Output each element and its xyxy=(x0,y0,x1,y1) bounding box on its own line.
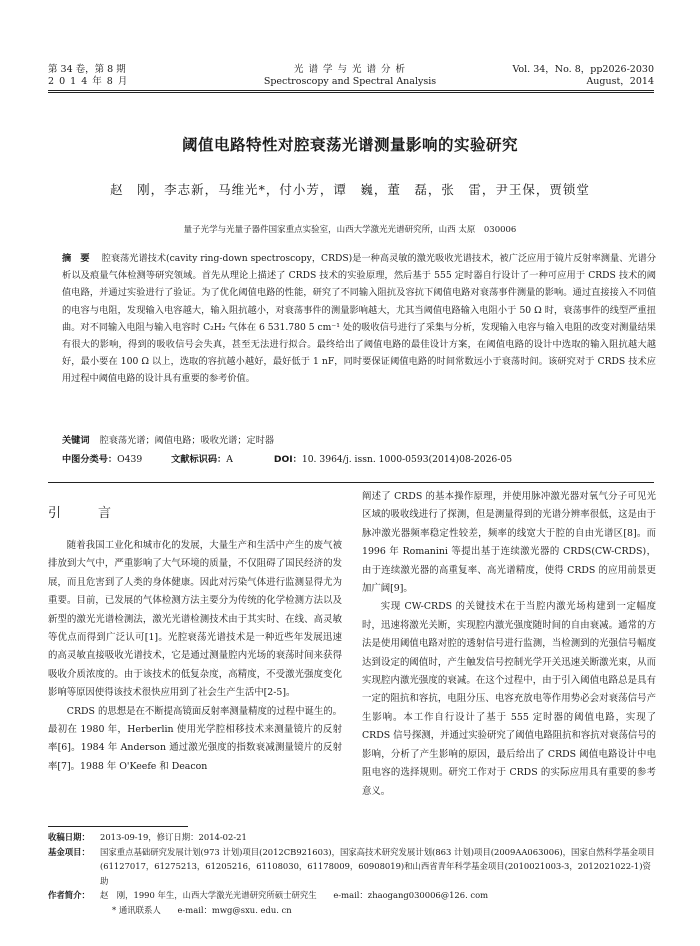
clc-value: O439 xyxy=(117,454,143,465)
doc-code-value: A xyxy=(226,454,233,465)
journal-volume-pages: Vol. 34，No. 8，pp2026-2030 xyxy=(512,64,654,75)
received-date xyxy=(48,830,658,845)
author-list: 赵 刚，李志新，马维光*，付小芳，谭 巍，董 磊，张 雷，尹王保，贾锁堂 xyxy=(110,182,590,197)
journal-date: 2 0 1 4 年 8 月 xyxy=(48,76,129,87)
doi-label: DOI： xyxy=(273,454,302,465)
header-rule-thin xyxy=(48,92,654,93)
footnotes xyxy=(48,830,658,917)
right-column xyxy=(362,488,656,801)
received-text: 2013-09-19，修订日期：2014-02-21 xyxy=(100,832,247,842)
keywords-text: 腔衰荡光谱；阈值电路；吸收光谱；定时器 xyxy=(99,435,275,446)
author-bio xyxy=(48,888,658,903)
header-rule xyxy=(48,90,654,91)
journal-volume: 第 34 卷，第 8 期 xyxy=(48,64,126,75)
author-bio-text: 赵 刚，1990 年生，山西大学激光光谱研究所硕士研究生 e-mail：zhaogang030006@126. com xyxy=(100,890,489,900)
fund-info xyxy=(48,845,658,889)
paper-title: 阈值电路特性对腔衰荡光谱测量影响的实验研究 xyxy=(181,136,518,154)
abstract-label: 摘 要 xyxy=(62,253,90,264)
doi-value: 10. 3964/j. issn. 1000-0593(2014)08-2026-05 xyxy=(301,454,513,465)
affiliation: 量子光学与光量子器件国家重点实验室，山西大学激光光谱研究所，山西 太原 030006 xyxy=(183,225,517,235)
classification-line xyxy=(62,454,662,466)
intro-paragraph-1: 随着我国工业化和城市化的发展，大量生产和生活中产生的废气被排放到大气中，严重影响了大气环境的质量，不仅阻碍了国民经济的发展，而且危害到了人类的身体健康。因此对污染气体进行监测显得尤为重要。目前，已发展的气体检测方法主要分为传统的化学检测方法以及新型的激光光谱检测法，激光光谱检测技术由于其实时、在线、高灵敏等优点而得到广泛认可[1]。光腔衰荡光谱技术是一种近些年发展迅速的高灵敏直接吸收光谱技术，它是通过测量腔内光场的衰荡时间来获得吸收介质浓度的。由于该技术的低复杂度，高精度，不受激光强度变化影响等原因使得该技术很快应用到了社会生产生活中[2-5]。 xyxy=(48,540,342,699)
intro-paragraph-3: 阐述了 CRDS 的基本操作原理，并使用脉冲激光器对氧气分子可见光区域的吸收线进行了探测，但是测量得到的光谱分辨率很低，这是由于脉冲激光器频率稳定性较差，频率的线宽大于腔的自由光谱区[8]。而 1996 年 Romanini 等提出基于连续激光器的 CRDS(CW-CRDS)，由于连续激光器的高重复率、高光谱精度，使得 CRDS 的应用前景更加广阔[9]。 xyxy=(362,491,656,595)
section-heading-introduction: 引 言 xyxy=(48,506,124,521)
journal-month-year: August，2014 xyxy=(586,76,654,87)
corresponding-author xyxy=(48,903,658,918)
abstract-text: 腔衰荡光谱技术(cavity ring-down spectroscopy，CRDS)是一种高灵敏的激光吸收光谱技术，被广泛应用于镜片反射率测量、光谱分析以及痕量气体检测等研究领域。首先从理论上描述了 CRDS 技术的实验原理，然后基于 555 定时器自行设计了一种可应用于 CRDS 技术的阈值电路，并通过实验进行了验证。为了优化阈值电路的性能，研究了不同输入阻抗及容抗下阈值电路对衰荡事件测量的影响。通过直接接入不同值的电容与电阻，发现输入电容越大，输入阻抗越小，对衰荡事件的测量影响越大，尤其当阈值电路输入电阻小于 50 Ω 时，衰荡事件的线型严重扭曲。对不同输入电阻与输入电容时 C₂H₂ 气体在 6 531.780 5 cm⁻¹ 处的吸收信号进行了采集与分析，发现输入电容与输入电阻的改变对测量结果有很大的影响，得到的吸收信号会失真，甚至无法进行拟合。最终给出了阈值电路的最佳设计方案，在阈值电路的设计中选取的输入阻抗越大越好，最小要在 100 Ω 以上，选取的容抗越小越好，最好低于 1 nF，同时要保证阈值电路的时间常数远小于衰荡时间。该研究对于 CRDS 技术应用过程中阈值电路的设计具有重要的参考价值。 xyxy=(62,253,657,385)
author-bio-label: 作者简介： xyxy=(48,890,90,900)
doc-code-label: 文献标识码： xyxy=(171,454,227,465)
footnote-rule xyxy=(48,826,188,827)
keywords xyxy=(62,435,274,447)
intro-paragraph-2: CRDS 的思想是在不断提高镜面反射率测量精度的过程中诞生的。最初在 1980 年，Herberlin 使用光学腔相移技术来测量镜片的反射率[6]。1984 年 Anderson 通过激光强度的指数衰减测量镜片的反射率[7]。1988 年 O'Keefe 和 Deacon xyxy=(48,705,342,772)
left-column xyxy=(48,537,342,776)
journal-name-cn: 光 谱 学 与 光 谱 分 析 xyxy=(293,64,407,75)
clc-label: 中图分类号： xyxy=(62,454,118,465)
journal-name-en: Spectroscopy and Spectral Analysis xyxy=(263,76,437,87)
corresponding-text: * 通讯联系人 e-mail：mwg@sxu. edu. cn xyxy=(112,904,292,915)
fund-label: 基金项目： xyxy=(48,846,90,857)
abstract xyxy=(62,250,656,388)
intro-paragraph-4: 实现 CW-CRDS 的关键技术在于当腔内激光场构建到一定幅度时，迅速将激光关断，实现腔内激光强度随时间的自由衰减。通常的方法是使用阈值电路对腔的透射信号进行监测，当检测到的光强信号幅度达到设定的阈值时，产生触发信号控制光学开关迅速关断激光束，从而实现腔内激光强度的衰减。在这个过程中，由于引入阈值电路总是具有一定的阻抗和容抗，电阻分压、电容充放电等作用势必会对衰荡信号产生影响。本工作自行设计了基于 555 定时器的阈值电路，实现了 CRDS 信号探测，并通过实验研究了阈值电路阻抗和容抗对衰荡信号的影响，分析了产生影响的原因，最后给出了 CRDS 阈值电路设计中电阻电容的选择规则。研究工作对于 CRDS 的实际应用具有重要的参考意义。 xyxy=(362,601,656,797)
keywords-label: 关键词 xyxy=(62,435,90,446)
received-label: 收稿日期： xyxy=(48,832,90,842)
abstract-rule xyxy=(48,482,654,483)
fund-text: 国家重点基础研究发展计划(973 计划)项目(2012CB921603)，国家高技术研究发展计划(863 计划)项目(2009AA063006)，国家自然科学基金项目(61127017，61275213，61205216，61108030，61178009，60908019)和山西省青年科学基金项目(2010021003-3，2012021022-1)资助 xyxy=(100,846,655,886)
